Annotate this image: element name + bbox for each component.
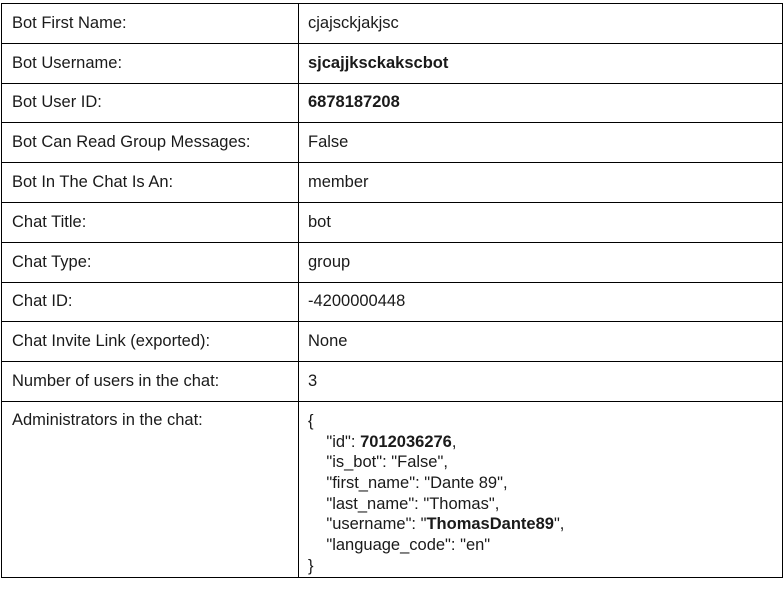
json-suffix: ", — [553, 515, 565, 534]
table-row — [2, 83, 783, 123]
json-suffix: , — [451, 432, 457, 451]
row-value: bot — [299, 202, 783, 242]
json-quote: " — [420, 515, 427, 534]
bot-info-table — [1, 3, 783, 578]
row-value: 6878187208 — [299, 83, 783, 123]
json-suffix: , — [443, 453, 448, 472]
table-row — [2, 282, 783, 322]
row-value: False — [299, 123, 783, 163]
row-value: 3 — [299, 362, 783, 402]
admins-value — [299, 401, 783, 577]
json-key: "last_name": — [326, 494, 424, 513]
json-key: "is_bot": — [326, 453, 392, 472]
json-key: "language_code": — [326, 536, 461, 555]
table-row — [2, 123, 783, 163]
row-value: cjajsckjakjsc — [299, 4, 783, 44]
row-label: Bot First Name: — [2, 4, 299, 44]
table-row — [2, 322, 783, 362]
admins-label: Administrators in the chat: — [2, 401, 299, 577]
json-field — [308, 536, 490, 554]
row-label: Number of users in the chat: — [2, 362, 299, 402]
json-suffix: , — [494, 494, 500, 513]
json-field — [308, 474, 508, 492]
row-label: Chat Type: — [2, 242, 299, 282]
row-label: Bot In The Chat Is An: — [2, 163, 299, 203]
table-row — [2, 4, 783, 44]
json-close-brace: } — [308, 556, 314, 575]
table-row — [2, 163, 783, 203]
json-suffix: , — [502, 474, 508, 493]
json-key: "id": — [326, 432, 361, 451]
json-field — [308, 433, 456, 451]
json-value: "Dante 89" — [424, 474, 503, 493]
row-label: Chat ID: — [2, 282, 299, 322]
row-label: Bot Can Read Group Messages: — [2, 123, 299, 163]
row-value: group — [299, 242, 783, 282]
json-field — [308, 495, 499, 513]
admins-row — [2, 401, 783, 577]
row-value: -4200000448 — [299, 282, 783, 322]
json-value: "en" — [460, 536, 491, 555]
bot-info-table-body — [2, 4, 783, 402]
admins-section — [2, 401, 783, 577]
admins-json — [308, 411, 772, 577]
json-value: "False" — [391, 453, 444, 472]
json-open-brace: { — [308, 411, 314, 430]
json-value: 7012036276 — [360, 432, 452, 451]
row-label: Chat Title: — [2, 202, 299, 242]
table-row — [2, 242, 783, 282]
json-field — [308, 515, 564, 533]
row-value: sjcajjksckakscbot — [299, 43, 783, 83]
table-row — [2, 202, 783, 242]
row-label: Bot Username: — [2, 43, 299, 83]
row-label: Chat Invite Link (exported): — [2, 322, 299, 362]
table-row — [2, 362, 783, 402]
json-value: ThomasDante89 — [426, 515, 554, 534]
json-field — [308, 453, 448, 471]
json-value: "Thomas" — [423, 494, 495, 513]
row-value: member — [299, 163, 783, 203]
row-label: Bot User ID: — [2, 83, 299, 123]
json-key: "username": — [326, 515, 421, 534]
row-value: None — [299, 322, 783, 362]
table-row — [2, 43, 783, 83]
json-key: "first_name": — [326, 474, 425, 493]
json-fields — [308, 433, 564, 555]
